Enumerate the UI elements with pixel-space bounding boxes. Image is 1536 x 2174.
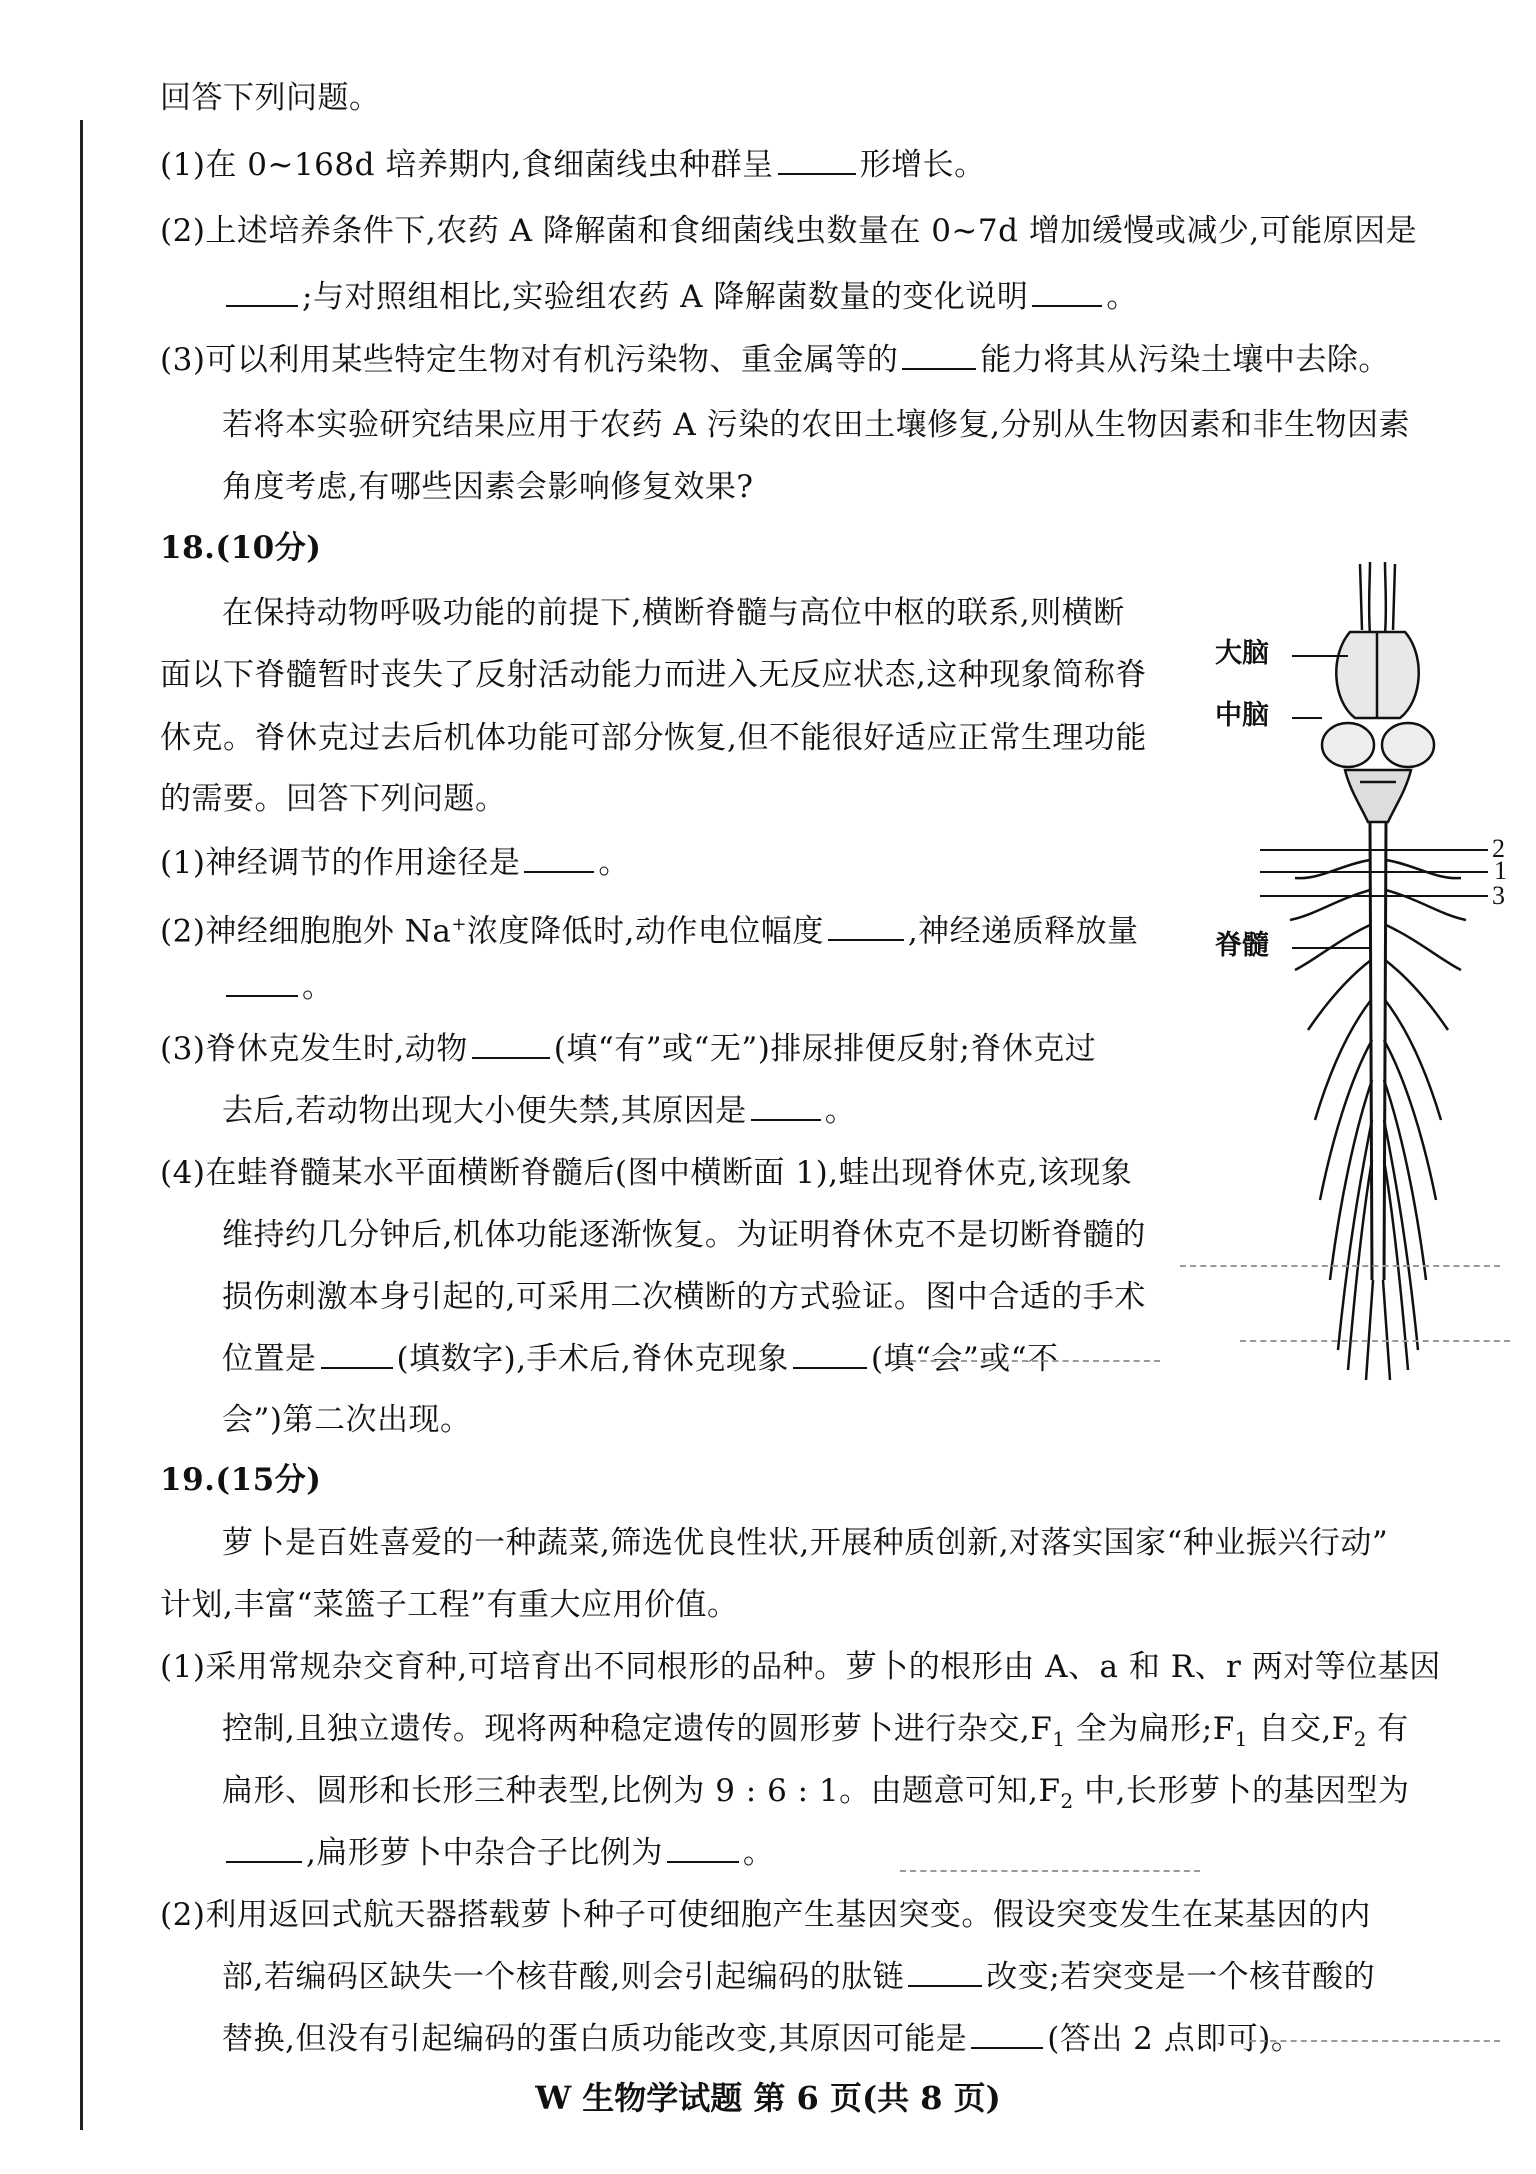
text-line: ,扁形萝卜中杂合子比例为 。	[222, 1833, 774, 1873]
text-line: (3)可以利用某些特定生物对有机污染物、重金属等的 能力将其从污染土壤中去除。	[160, 342, 1390, 378]
text-line: 控制,且独立遗传。现将两种稳定遗传的圆形萝卜进行杂交$,F_1$ 全为扁形$;F_1$ 自交$,F_2$ 有	[222, 1711, 1409, 1752]
answer-blank[interactable]	[902, 342, 976, 370]
text-line: 损伤刺激本身引起的,可采用二次横断的方式验证。图中合适的手术	[222, 1279, 1146, 1315]
answer-blank[interactable]	[226, 279, 298, 307]
figure-label-spinal-cord: 脊髓	[1215, 930, 1269, 961]
text-line: (1)在 0~168d 培养期内,食细菌线虫种群呈 形增长。	[160, 147, 986, 183]
answer-blank[interactable]	[321, 1341, 393, 1369]
answer-blank[interactable]	[908, 1959, 982, 1987]
answer-blank[interactable]	[971, 2021, 1043, 2049]
text-line: (1)神经调节的作用途径是 。	[160, 845, 630, 881]
text-line: 部,若编码区缺失一个核苷酸,则会引起编码的肽链 改变;若突变是一个核苷酸的	[222, 1959, 1376, 1995]
figure-label-midbrain: 中脑	[1215, 700, 1269, 731]
answer-blank[interactable]	[667, 1835, 739, 1863]
text-line: 去后,若动物出现大小便失禁,其原因是 。	[222, 1093, 857, 1129]
section-number-2: 2	[1492, 834, 1505, 863]
answer-blank[interactable]	[828, 913, 904, 941]
answer-blank[interactable]	[793, 1341, 867, 1369]
scan-noise	[900, 1360, 1160, 1362]
figure-label-cerebrum: 大脑	[1215, 638, 1269, 669]
answer-blank[interactable]	[778, 147, 856, 175]
text-line: 替换,但没有引起编码的蛋白质功能改变,其原因可能是 (答出 2 点即可)。	[222, 2021, 1303, 2057]
scan-noise	[1240, 1340, 1510, 1342]
scan-noise	[1250, 2040, 1500, 2042]
text-line: 若将本实验研究结果应用于农药 A 污染的农田土壤修复,分别从生物因素和非生物因素	[222, 407, 1410, 443]
text-line: 维持约几分钟后,机体功能逐渐恢复。为证明脊休克不是切断脊髓的	[222, 1217, 1146, 1253]
text-line: 计划,丰富“菜篮子工程”有重大应用价值。	[160, 1587, 739, 1623]
section-number-1: 1	[1494, 856, 1507, 885]
answer-blank[interactable]	[472, 1031, 550, 1059]
leader-line	[1292, 655, 1348, 657]
text-line: 休克。脊休克过去后机体功能可部分恢复,但不能很好适应正常生理功能	[160, 720, 1147, 756]
text-line: 角度考虑,有哪些因素会影响修复效果?	[222, 469, 754, 505]
text-line: (4)在蛙脊髓某水平面横断脊髓后(图中横断面 1),蛙出现脊休克,该现象	[160, 1155, 1133, 1191]
text-line: ;与对照组相比,实验组农药 A 降解菌数量的变化说明 。	[222, 277, 1138, 317]
answer-blank[interactable]	[226, 1835, 302, 1863]
text-line: 回答下列问题。	[160, 80, 381, 116]
answer-blank[interactable]	[524, 845, 594, 873]
text-line: (2)上述培养条件下,农药 A 降解菌和食细菌线虫数量在 0~7d 增加缓慢或减少,可能原因是	[160, 213, 1418, 249]
text-line: 的需要。回答下列问题。	[160, 781, 507, 817]
answer-blank[interactable]	[226, 969, 298, 997]
scan-noise	[900, 1870, 1200, 1872]
text-line: (2)神经细胞胞外 Na+浓度降低时,动作电位幅度 ,神经递质释放量	[160, 913, 1139, 950]
text-line: 在保持动物呼吸功能的前提下,横断脊髓与高位中枢的联系,则横断	[222, 595, 1125, 631]
leader-line	[1292, 717, 1322, 719]
text-line: (2)利用返回式航天器搭载萝卜种子可使细胞产生基因突变。假设突变发生在某基因的内	[160, 1897, 1371, 1933]
scan-noise	[1180, 1265, 1500, 1267]
text-line: 会”)第二次出现。	[222, 1402, 472, 1438]
text-line: 萝卜是百姓喜爱的一种蔬菜,筛选优良性状,开展种质创新,对落实国家“种业振兴行动”	[222, 1525, 1389, 1561]
margin-rule	[80, 120, 83, 2130]
text-line: 位置是 (填数字),手术后,脊休克现象 (填“会”或“不	[222, 1341, 1059, 1377]
answer-blank[interactable]	[751, 1093, 821, 1121]
text-line: 面以下脊髓暂时丧失了反射活动能力而进入无反应状态,这种现象简称脊	[160, 657, 1147, 693]
text-line: 扁形、圆形和长形三种表型,比例为 9 : 6 : 1。由题意可知$,F_2$ 中,长形萝卜的基因型为	[222, 1773, 1410, 1814]
leader-line	[1292, 947, 1370, 949]
question-heading: 19.(15分)	[160, 1462, 322, 1498]
answer-blank[interactable]	[1032, 279, 1102, 307]
text-line: 。	[222, 967, 334, 1007]
page-footer: W 生物学试题 第 6 页(共 8 页)	[535, 2079, 1001, 2117]
text-line: (1)采用常规杂交育种,可培育出不同根形的品种。萝卜的根形由 A、a 和 R、r 两对等位基因	[160, 1649, 1441, 1685]
question-heading: 18.(10分)	[160, 530, 322, 566]
section-number-3: 3	[1492, 881, 1505, 910]
text-line: (3)脊休克发生时,动物 (填“有”或“无”)排尿排便反射;脊休克过	[160, 1031, 1097, 1067]
